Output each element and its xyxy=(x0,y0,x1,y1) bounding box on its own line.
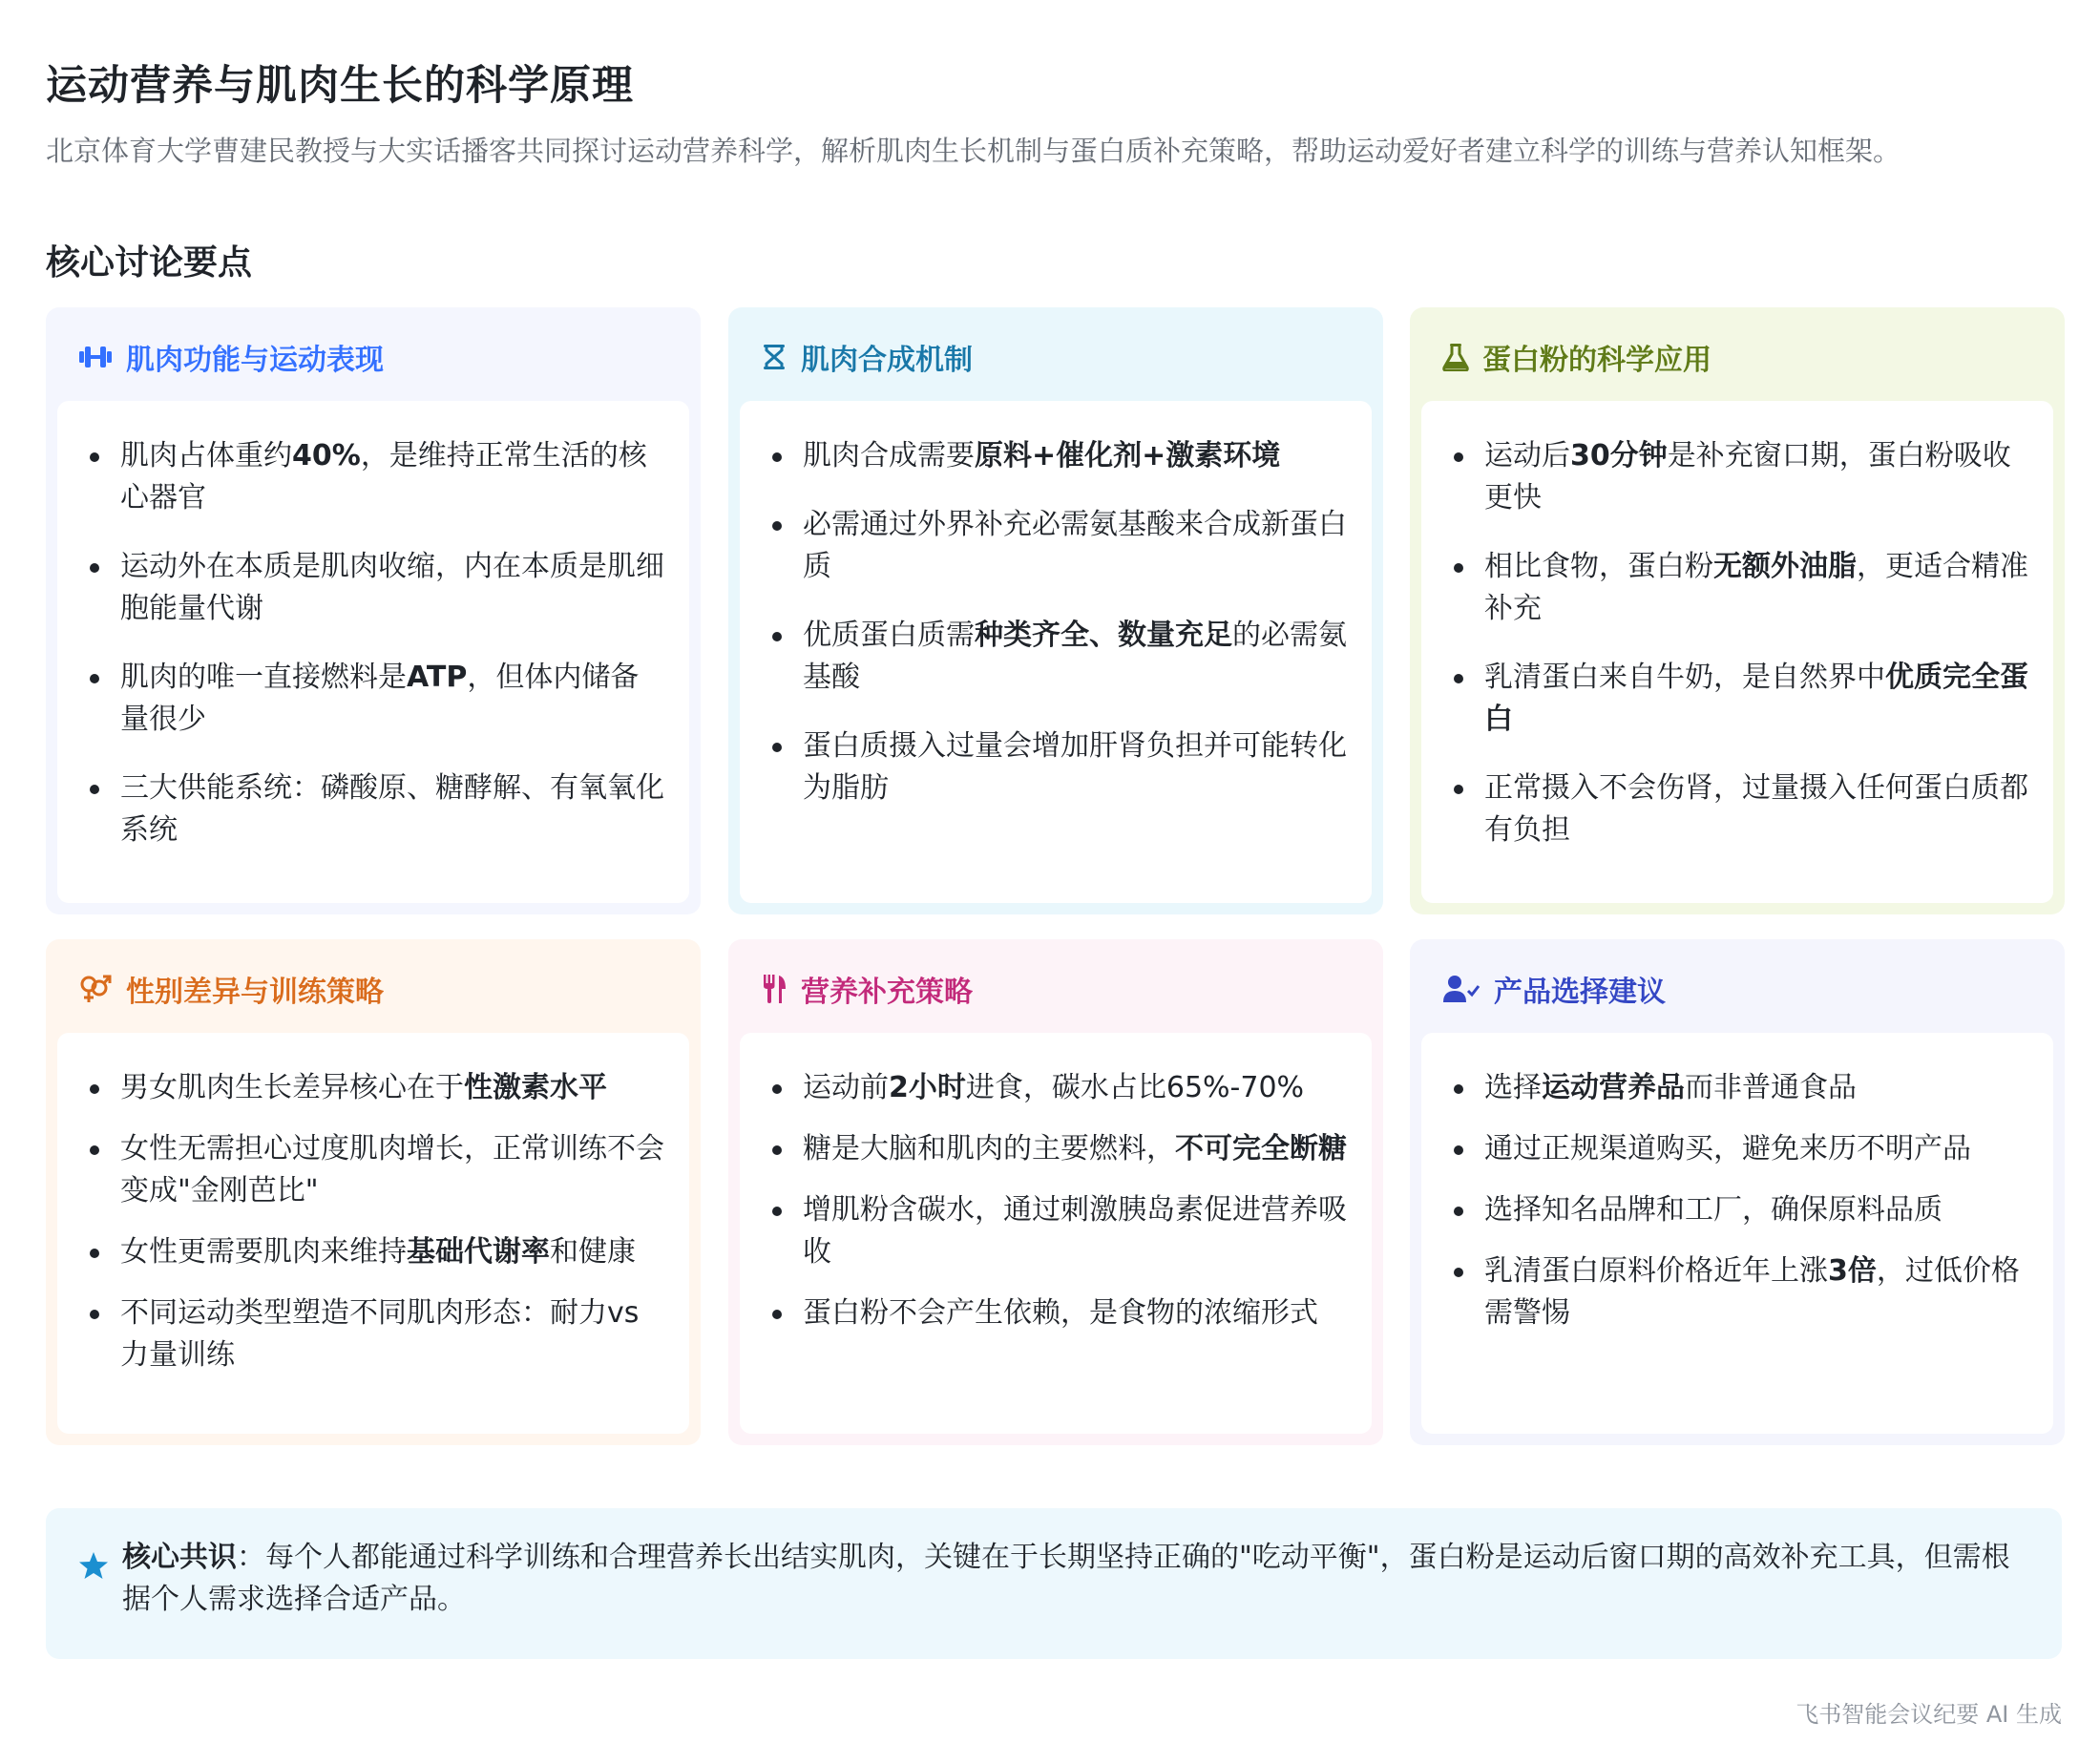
dumbbell-icon xyxy=(78,343,113,371)
consensus-text: 每个人都能通过科学训练和合理营养长出结实肌肉，关键在于长期坚持正确的"吃动平衡"，蛋白粉是运动后窗口期的高效补充工具，但需根据个人需求选择合适产品。 xyxy=(122,1541,2010,1616)
item-text: 相比食物，蛋白粉 xyxy=(1484,550,1713,583)
item-text: 和健康 xyxy=(550,1235,636,1269)
emphasis-text: 原料+催化剂+激素环境 xyxy=(975,439,1281,472)
card-header xyxy=(761,968,973,1010)
item-text: 男女肌肉生长差异核心在于 xyxy=(120,1071,464,1104)
list-item xyxy=(76,767,666,851)
item-text: 通过正规渠道购买，避免来历不明产品 xyxy=(1484,1132,1971,1166)
gender-icon xyxy=(78,974,113,1004)
item-text: 是补充窗口期，蛋白粉吸收更快 xyxy=(1484,439,2011,514)
card-body xyxy=(740,401,1372,903)
card-title: 营养补充策略 xyxy=(801,976,973,1009)
emphasis-text: 运动营养品 xyxy=(1542,1071,1685,1104)
emphasis-text: 3倍 xyxy=(1828,1254,1877,1288)
item-text: ，更适合精准补充 xyxy=(1484,550,2028,625)
card-title: 蛋白粉的科学应用 xyxy=(1482,344,1712,377)
item-text: 必需通过外界补充必需氨基酸来合成新蛋白质 xyxy=(803,508,1347,583)
card-body xyxy=(740,1033,1372,1434)
card-header xyxy=(1442,968,1666,1010)
user-check-icon xyxy=(1442,975,1480,1003)
emphasis-text: 基础代谢率 xyxy=(407,1235,550,1269)
item-text: 三大供能系统：磷酸原、糖酵解、有氧氧化系统 xyxy=(120,771,664,847)
item-text: 乳清蛋白原料价格近年上涨 xyxy=(1484,1254,1828,1288)
section-title: 核心讨论要点 xyxy=(46,243,253,283)
utensils-icon xyxy=(761,974,788,1004)
emphasis-text: 40% xyxy=(292,439,361,472)
item-text: 运动外在本质是肌肉收缩，内在本质是肌细胞能量代谢 xyxy=(120,550,664,625)
card-title: 肌肉功能与运动表现 xyxy=(126,344,384,377)
item-text: 运动后 xyxy=(1484,439,1570,472)
item-text: 选择 xyxy=(1484,1071,1542,1104)
item-text: 肌肉占体重约 xyxy=(120,439,292,472)
list-item xyxy=(1440,435,2030,519)
item-text: 的必需氨基酸 xyxy=(803,619,1347,694)
card-product-selection xyxy=(1410,939,2065,1445)
item-text: 糖是大脑和肌肉的主要燃料， xyxy=(803,1132,1175,1166)
item-text: 增肌粉含碳水，通过刺激胰岛素促进营养吸收 xyxy=(803,1193,1347,1269)
list-item xyxy=(1440,657,2030,741)
item-text: 优质蛋白质需 xyxy=(803,619,975,652)
consensus-separator: ： xyxy=(237,1541,265,1574)
item-text: 进食，碳水占比65%-70% xyxy=(965,1071,1305,1104)
card-title: 产品选择建议 xyxy=(1494,976,1666,1009)
card-header xyxy=(761,336,973,378)
list-item xyxy=(1440,1189,2030,1231)
card-body xyxy=(57,1033,689,1434)
item-text: 正常摄入不会伤肾，过量摄入任何蛋白质都有负担 xyxy=(1484,771,2028,847)
emphasis-text: 种类齐全、数量充足 xyxy=(975,619,1232,652)
card-protein-powder xyxy=(1410,307,2065,914)
card-gender-training xyxy=(46,939,701,1445)
emphasis-text: ATP xyxy=(407,661,468,694)
emphasis-text: 30分钟 xyxy=(1570,439,1668,472)
list-item xyxy=(759,615,1349,699)
list-item xyxy=(76,546,666,630)
item-text: 而非普通食品 xyxy=(1685,1071,1857,1104)
list-item xyxy=(1440,546,2030,630)
emphasis-text: 优质完全蛋白 xyxy=(1484,661,2028,736)
card-header xyxy=(78,336,384,378)
emphasis-text: 不可完全断糖 xyxy=(1175,1132,1347,1166)
page-subtitle: 北京体育大学曹建民教授与大实话播客共同探讨运动营养科学，解析肌肉生长机制与蛋白质补充策略，帮助运动爱好者建立科学的训练与营养认知框架。 xyxy=(46,135,1901,167)
list-item xyxy=(759,1189,1349,1273)
list-item xyxy=(1440,1067,2030,1109)
item-text: ，是维持正常生活的核心器官 xyxy=(120,439,647,514)
core-consensus-callout xyxy=(46,1508,2062,1659)
item-text: 蛋白质摄入过量会增加肝肾负担并可能转化为脂肪 xyxy=(803,729,1347,805)
item-text: ，但体内储备量很少 xyxy=(120,661,640,736)
list-item xyxy=(759,504,1349,588)
list-item xyxy=(76,1231,666,1273)
item-text: 蛋白粉不会产生依赖，是食物的浓缩形式 xyxy=(803,1296,1318,1330)
card-body xyxy=(1421,1033,2053,1434)
list-item xyxy=(759,1067,1349,1109)
list-item xyxy=(76,1128,666,1212)
item-text: 女性更需要肌肉来维持 xyxy=(120,1235,407,1269)
list-item xyxy=(759,435,1349,477)
card-title: 肌肉合成机制 xyxy=(801,344,973,377)
card-nutrition-strategy xyxy=(728,939,1383,1445)
list-item xyxy=(76,657,666,741)
emphasis-text: 2小时 xyxy=(889,1071,966,1104)
list-item xyxy=(1440,767,2030,851)
star-icon xyxy=(78,1550,109,1592)
item-text: 乳清蛋白来自牛奶，是自然界中 xyxy=(1484,661,1885,694)
card-header xyxy=(1442,336,1712,378)
card-muscle-synthesis xyxy=(728,307,1383,914)
list-item xyxy=(759,725,1349,809)
hourglass-icon xyxy=(761,343,788,371)
item-text: 不同运动类型塑造不同肌肉形态：耐力vs力量训练 xyxy=(120,1296,640,1372)
item-text: 运动前 xyxy=(803,1071,889,1104)
item-text: ，过低价格需警惕 xyxy=(1484,1254,2020,1330)
card-header xyxy=(78,968,384,1010)
item-text: 肌肉合成需要 xyxy=(803,439,975,472)
item-text: 肌肉的唯一直接燃料是 xyxy=(120,661,407,694)
list-item xyxy=(76,1067,666,1109)
emphasis-text: 性激素水平 xyxy=(464,1071,607,1104)
list-item xyxy=(759,1128,1349,1170)
list-item xyxy=(76,435,666,519)
list-item xyxy=(1440,1250,2030,1334)
card-muscle-function xyxy=(46,307,701,914)
list-item xyxy=(1440,1128,2030,1170)
flask-icon xyxy=(1442,343,1469,371)
emphasis-text: 无额外油脂 xyxy=(1713,550,1857,583)
list-item xyxy=(76,1292,666,1376)
consensus-label: 核心共识 xyxy=(122,1541,237,1574)
footer-credit: 飞书智能会议纪要 AI 生成 xyxy=(1796,1701,2062,1728)
card-title: 性别差异与训练策略 xyxy=(126,976,384,1009)
page-title: 运动营养与肌肉生长的科学原理 xyxy=(46,62,634,110)
card-body xyxy=(1421,401,2053,903)
item-text: 女性无需担心过度肌肉增长，正常训练不会变成"金刚芭比" xyxy=(120,1132,664,1208)
list-item xyxy=(759,1292,1349,1334)
item-text: 选择知名品牌和工厂，确保原料品质 xyxy=(1484,1193,1942,1227)
card-body xyxy=(57,401,689,903)
